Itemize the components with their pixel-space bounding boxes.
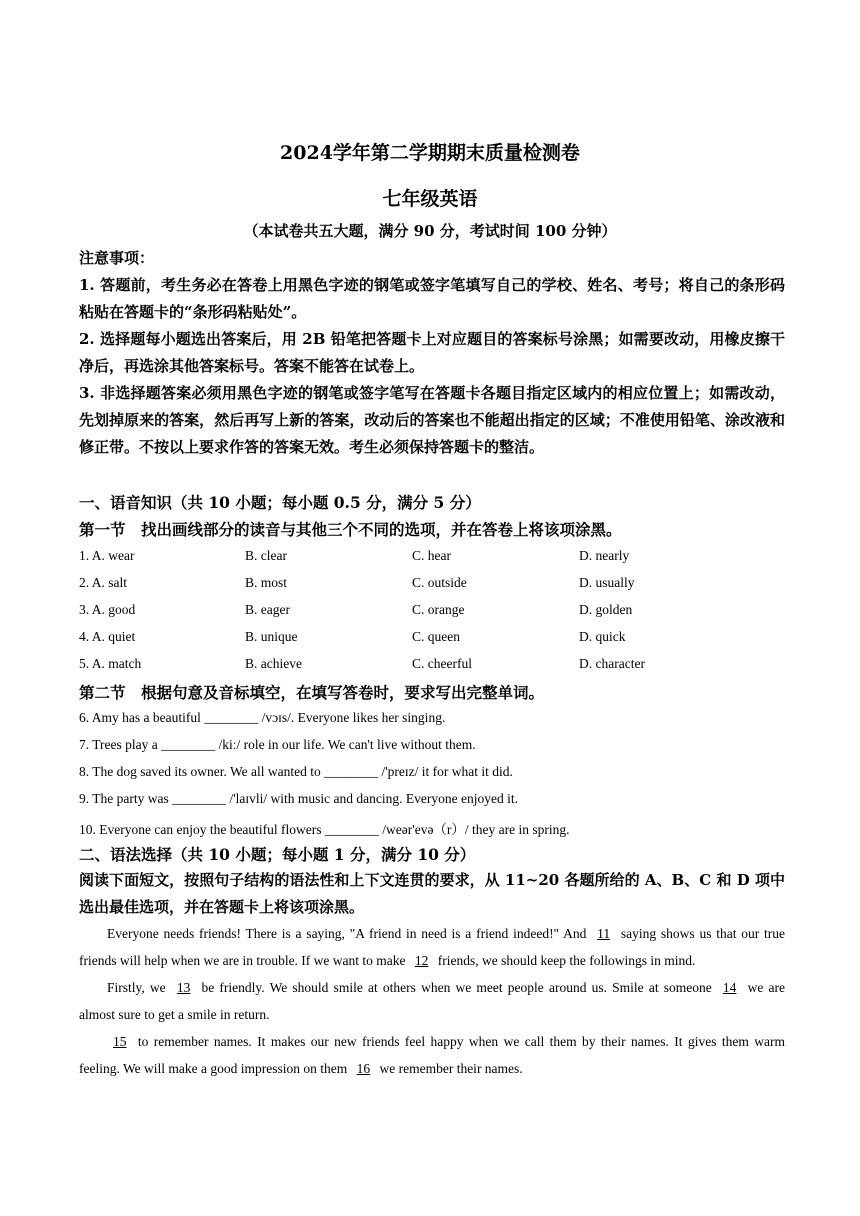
- fill-question: 10. Everyone can enjoy the beautiful flowers ________ /weər'evə（r）/ they are in spring.: [79, 822, 570, 837]
- part1-heading: 一、语音知识（共 10 小题；每小题 0.5 分，满分 5 分）: [79, 493, 481, 512]
- exam-subtitle: 七年级英语: [382, 188, 478, 210]
- question-row: [79, 548, 785, 570]
- passage-paragraph: [79, 1028, 785, 1082]
- passage-text: Firstly, we: [107, 980, 171, 995]
- option-a: 1. A. wear: [79, 548, 135, 563]
- passage-text: we remember their names.: [376, 1061, 523, 1076]
- passage-text: to remember names. It makes our new friends feel happy when we call them by their names. It gives them warm feeling. We will make a good impression on them: [79, 1034, 785, 1076]
- part1-section2: 第二节 根据句意及音标填空，在填写答卷时，要求写出完整单词。: [79, 683, 545, 702]
- blank-11: 11: [597, 926, 611, 941]
- option-d: D. character: [579, 656, 645, 671]
- question-row: [79, 575, 785, 597]
- fill-question: 8. The dog saved its owner. We all wanted to ________ /'preɪz/ it for what it did.: [79, 764, 513, 779]
- notes-item: 3. 非选择题答案必须用黑色字迹的钢笔或签字笔写在答题卡各题目指定区域内的相应位置上；如需改动，先划掉原来的答案，然后再写上新的答案，改动后的答案也不能超出指定的区域；不准使用铅笔、涂改液和修正带。不按以上要求作答的答案无效。考生必须保持答题卡的整洁。: [79, 384, 785, 456]
- option-b: B. eager: [245, 602, 290, 617]
- exam-title: 2024学年第二学期期末质量检测卷: [280, 142, 580, 164]
- blank-13: 13: [176, 980, 191, 995]
- blank-12: 12: [414, 953, 429, 968]
- notes-item: 2. 选择题每小题选出答案后，用 2B 铅笔把答题卡上对应题目的答案标号涂黑；如需要改动，用橡皮擦干净后，再选涂其他答案标号。答案不能答在试卷上。: [79, 330, 785, 375]
- blank-16: 16: [356, 1061, 371, 1076]
- option-b: B. clear: [245, 548, 287, 563]
- notes-block: [79, 245, 785, 461]
- option-c: C. outside: [412, 575, 467, 590]
- option-a: 3. A. good: [79, 602, 136, 617]
- question-row: [79, 629, 785, 651]
- option-c: C. cheerful: [412, 656, 472, 671]
- option-c: C. hear: [412, 548, 451, 563]
- option-b: B. unique: [245, 629, 298, 644]
- fill-question: 7. Trees play a ________ /kiː/ role in our life. We can't live without them.: [79, 737, 476, 752]
- option-c: C. orange: [412, 602, 465, 617]
- passage-text: Everyone needs friends! There is a saying, "A friend in need is a friend indeed!" And: [107, 926, 592, 941]
- passage-text: we are almost sure to get a smile in return.: [79, 980, 785, 1022]
- part2-instruction-block: [79, 867, 785, 921]
- option-a: 4. A. quiet: [79, 629, 136, 644]
- notes-item: 1. 答题前，考生务必在答卷上用黑色字迹的钢笔或签字笔填写自己的学校、姓名、考号；将自己的条形码粘贴在答题卡的“条形码粘贴处”。: [79, 276, 785, 321]
- fill-question: 9. The party was ________ /'laɪvli/ with music and dancing. Everyone enjoyed it.: [79, 791, 518, 806]
- question-row: [79, 656, 785, 678]
- option-d: D. quick: [579, 629, 626, 644]
- part2-heading: 二、语法选择（共 10 小题；每小题 1 分，满分 10 分）: [79, 845, 476, 864]
- option-a: 2. A. salt: [79, 575, 128, 590]
- notes-heading: 注意事项：: [79, 249, 155, 267]
- option-b: B. achieve: [245, 656, 302, 671]
- option-d: D. nearly: [579, 548, 630, 563]
- option-c: C. queen: [412, 629, 460, 644]
- option-d: D. golden: [579, 602, 633, 617]
- passage-paragraph: [79, 974, 785, 1028]
- fill-question: 6. Amy has a beautiful ________ /vɔɪs/. Everyone likes her singing.: [79, 710, 446, 725]
- option-b: B. most: [245, 575, 288, 590]
- exam-info: （本试卷共五大题，满分 90 分，考试时间 100 分钟）: [243, 222, 617, 240]
- part1-section1: 第一节 找出画线部分的读音与其他三个不同的选项，并在答卷上将该项涂黑。: [79, 520, 622, 539]
- option-d: D. usually: [579, 575, 635, 590]
- passage-text: be friendly. We should smile at others when we meet people around us. Smile at someone: [196, 980, 717, 995]
- question-row: [79, 602, 785, 624]
- passage-text: friends, we should keep the followings in mind.: [434, 953, 696, 968]
- passage-text: saying shows us that our true friends will help when we are in trouble. If we want to make: [79, 926, 785, 968]
- reading-passage: [79, 920, 785, 1082]
- option-a: 5. A. match: [79, 656, 142, 671]
- blank-14: 14: [722, 980, 737, 995]
- part2-instruction: 阅读下面短文，按照句子结构的语法性和上下文连贯的要求，从 11~20 各题所给的 A、B、C 和 D 项中选出最佳选项，并在答题卡上将该项涂黑。: [79, 871, 785, 916]
- passage-paragraph: [79, 920, 785, 974]
- blank-15: 15: [113, 1034, 127, 1049]
